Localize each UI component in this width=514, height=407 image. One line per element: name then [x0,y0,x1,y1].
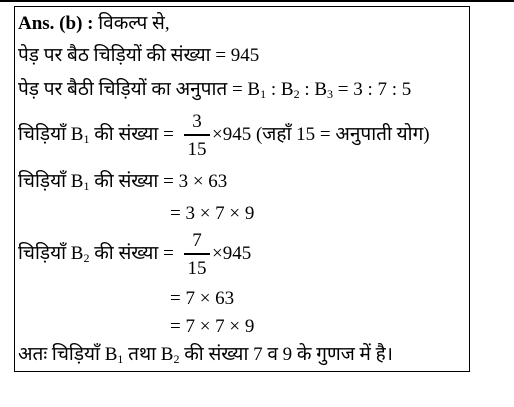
conclusion-sub-1: 1 [117,352,124,366]
b1-fraction-numerator: 3 [192,111,202,132]
ratio-sep-1: : B [266,79,294,100]
b2-fraction-denominator: 15 [187,257,207,279]
answer-label: Ans. (b) : [18,13,94,34]
b2-label: चिड़ियाँ B [18,243,84,264]
b2-fraction [184,231,210,278]
b1-sub: 1 [83,132,90,146]
birds-count-line: पेड़ पर बैठ चिड़ियों की संख्या = 945 [18,45,260,66]
ratio-sub-3: 3 [327,87,334,101]
conclusion-mid: तथा B [123,344,174,365]
answer-heading [18,14,170,33]
b1-fraction-bar [184,134,210,136]
ratio-line [18,80,411,99]
top-rule [0,0,514,2]
b1-fraction-line-start [18,125,174,144]
ratio-sep-2: : B [299,79,328,100]
conclusion-prefix: अतः चिड़ियाँ B [18,344,118,365]
b2-factor-line: = 7 × 7 × 9 [170,316,255,337]
b1-count-value: की संख्या = 3 × 63 [89,171,228,192]
ratio-values: = 3 : 7 : 5 [333,79,412,100]
b2-fraction-line-start [18,244,174,263]
b2-sub: 2 [83,251,90,265]
b1-factor-line: = 3 × 7 × 9 [170,203,255,224]
conclusion-text: की संख्या 7 व 9 के गुणज में है। [179,344,393,365]
b2-fraction-line-end: ×945 [212,243,252,264]
b1-count-sub: 1 [83,179,90,193]
conclusion-line [18,345,393,364]
b1-fraction-denominator: 15 [187,138,207,160]
ratio-sub-2: 2 [293,87,300,101]
b2-fraction-numerator: 7 [192,230,202,251]
b1-label: चिड़ियाँ B [18,124,84,145]
ratio-text: पेड़ पर बैठी चिड़ियों का अनुपात = B [18,79,261,100]
b2-fraction-bar [184,253,210,255]
b1-fraction [184,112,210,159]
b2-count-label: की संख्या = [89,243,174,264]
b1-count-label: की संख्या = [89,124,174,145]
b1-fraction-line-end: ×945 (जहाँ 15 = अनुपाती योग) [212,124,430,145]
b2-count-line: = 7 × 63 [170,288,235,309]
conclusion-sub-2: 2 [173,352,180,366]
b1-count-line [18,172,227,191]
ratio-sub-1: 1 [260,87,267,101]
b1-count-prefix: चिड़ियाँ B [18,171,84,192]
answer-option-text: विकल्प से, [93,13,170,34]
